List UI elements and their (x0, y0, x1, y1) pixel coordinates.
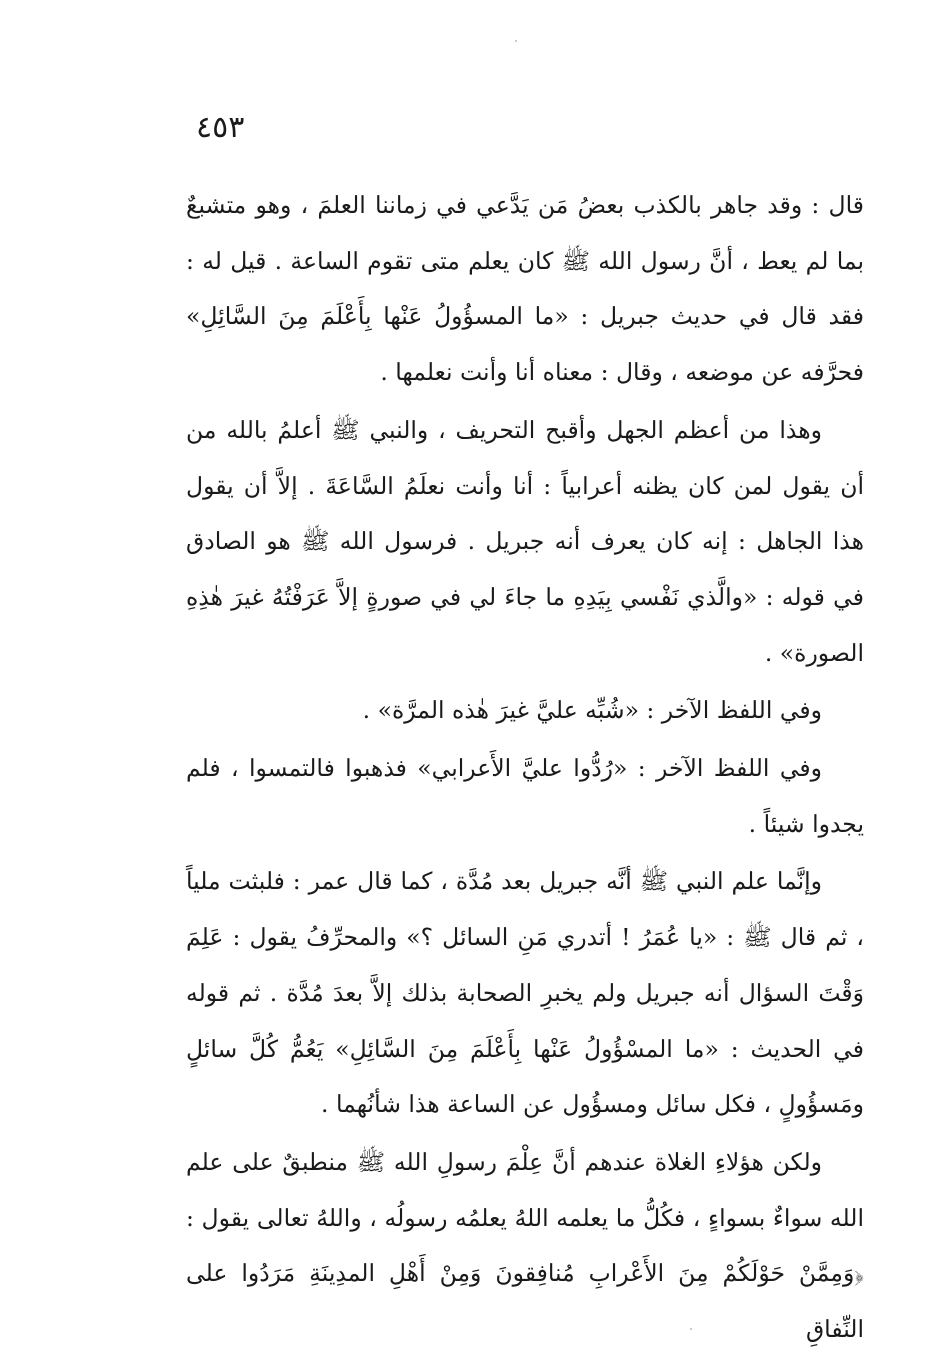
scan-speck (515, 40, 517, 42)
paragraph-2: وهذا من أعظم الجهل وأقبح التحريف ، والنبي ﷺ أعلمُ بالله من أن يقول لمن كان يظنه أعرابياً : أنا وأنت نعلَمُ السَّاعَةَ . إلاَّ أن يقول هذا الجاهل : إنه كان يعرف أنه جبريل . فرسول الله ﷺ هو الصادق في قوله : «والَّذي نَفْسي بِيَدِهِ ما جاءَ لي في صورةٍ إلاَّ عَرَفْتُهُ غيرَ هٰذِهِ الصورة» . (186, 415, 864, 667)
paragraph-5: وإنَّما علم النبي ﷺ أنَّه جبريل بعد مُدَّة ، كما قال عمر : فلبثت ملياً ، ثم قال ﷺ : «يا عُمَرُ ! أتدري مَنِ السائل ؟» والمحرِّفُ يقول : عَلِمَ وَقْتَ السؤال أنه جبريل ولم يخبرِ الصحابة بذلك إلاَّ بعدَ مُدَّة . ثم قوله في الحديث : «ما المسْؤُولُ عَنْها بِأَعْلَمَ مِنَ السَّائِلِ» يَعُمُّ كُلَّ سائلٍ ومَسؤُولٍ ، فكل سائل ومسؤُول عن الساعة هذا شأنُهما . (186, 867, 864, 1119)
paragraph-3: وفي اللفظ الآخر : «شُبِّه عليَّ غيرَ هٰذه المرَّة» . (362, 696, 822, 725)
body-text (186, 178, 864, 1358)
paragraph-1: قال : وقد جاهر بالكذب بعضُ مَن يَدَّعي في زماننا العلمَ ، وهو متشبعٌ بما لم يعط ، أنَّ رسول الله ﷺ كان يعلم متى تقوم الساعة . قيل له : فقد قال في حديث جبريل : «ما المسؤُولُ عَنْها بِأَعْلَمَ مِنَ السَّائِلِ» فحرَّفه عن موضعه ، وقال : معناه أنا وأنت نعلمها . (186, 191, 864, 387)
page-number: ٤٥٣ (196, 110, 245, 145)
paragraph-6: ولكن هؤلاءِ الغلاة عندهم أنَّ عِلْمَ رسولِ الله ﷺ منطبقٌ على علم الله سواءٌ بسواءٍ ، فكُلُّ ما يعلمه اللهُ يعلمُه رسولُه ، واللهُ تعالى يقول : ﴿وَمِمَّنْ حَوْلَكُمْ مِنَ الأَعْرابِ مُنافِقونَ وَمِنْ أَهْلِ المدِينَةِ مَرَدُوا على النِّفاقِ (186, 1147, 864, 1344)
paragraph-4: وفي اللفظ الآخر : «رُدُّوا عليَّ الأَعرابي» فذهبوا فالتمسوا ، فلم يجدوا شيئاً . (186, 754, 864, 838)
scan-speck (690, 1328, 692, 1330)
